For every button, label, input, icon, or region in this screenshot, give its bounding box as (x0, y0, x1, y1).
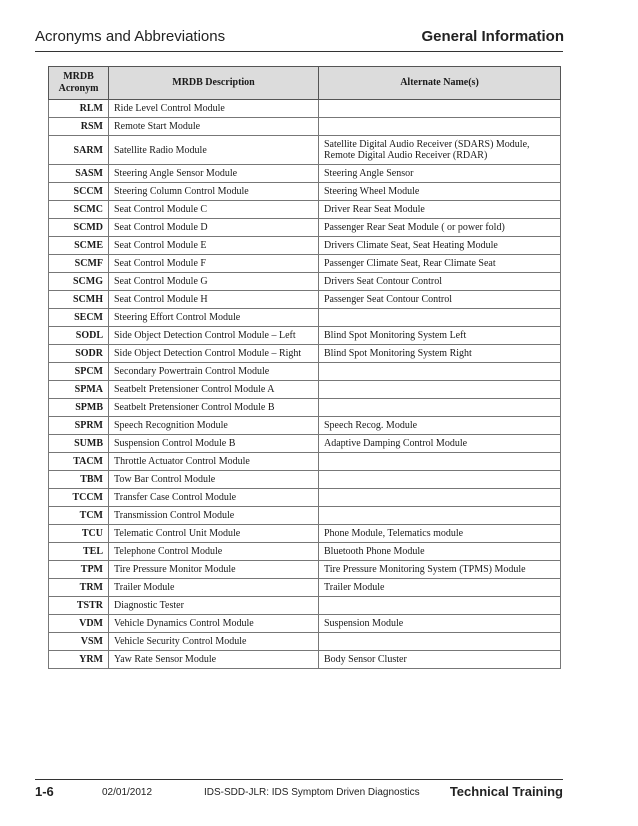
header-acronym: MRDB Acronym (49, 67, 109, 100)
cell-acronym: SPMB (49, 399, 109, 417)
cell-acronym: SECM (49, 309, 109, 327)
table-row (49, 651, 561, 669)
cell-description: Side Object Detection Control Module – Left (109, 327, 319, 345)
header-description: MRDB Description (109, 67, 319, 100)
cell-alternate: Tire Pressure Monitoring System (TPMS) Module (319, 561, 561, 579)
cell-description: Steering Angle Sensor Module (109, 165, 319, 183)
cell-description: Transfer Case Control Module (109, 489, 319, 507)
table-row (49, 417, 561, 435)
cell-alternate: Drivers Seat Contour Control (319, 273, 561, 291)
cell-acronym: TSTR (49, 597, 109, 615)
cell-acronym: SCMH (49, 291, 109, 309)
cell-acronym: VDM (49, 615, 109, 633)
cell-acronym: TACM (49, 453, 109, 471)
cell-alternate: Blind Spot Monitoring System Left (319, 327, 561, 345)
table-row (49, 633, 561, 651)
cell-description: Suspension Control Module B (109, 435, 319, 453)
cell-description: Seatbelt Pretensioner Control Module B (109, 399, 319, 417)
cell-alternate: Blind Spot Monitoring System Right (319, 345, 561, 363)
cell-description: Trailer Module (109, 579, 319, 597)
footer-brand: Technical Training (449, 784, 563, 799)
header-divider (35, 51, 563, 52)
cell-description: Ride Level Control Module (109, 100, 319, 118)
cell-alternate: Passenger Seat Contour Control (319, 291, 561, 309)
cell-acronym: TCM (49, 507, 109, 525)
table-row (49, 136, 561, 165)
table-row (49, 525, 561, 543)
cell-alternate (319, 507, 561, 525)
cell-acronym: SCMF (49, 255, 109, 273)
cell-alternate: Speech Recog. Module (319, 417, 561, 435)
cell-alternate: Body Sensor Cluster (319, 651, 561, 669)
cell-alternate (319, 597, 561, 615)
cell-acronym: RLM (49, 100, 109, 118)
cell-description: Seat Control Module G (109, 273, 319, 291)
cell-description: Steering Column Control Module (109, 183, 319, 201)
cell-alternate (319, 471, 561, 489)
cell-description: Telephone Control Module (109, 543, 319, 561)
table-row (49, 100, 561, 118)
cell-description: Seat Control Module E (109, 237, 319, 255)
table-row (49, 291, 561, 309)
cell-acronym: SCMD (49, 219, 109, 237)
cell-acronym: VSM (49, 633, 109, 651)
cell-description: Seat Control Module H (109, 291, 319, 309)
cell-acronym: SODL (49, 327, 109, 345)
cell-alternate: Adaptive Damping Control Module (319, 435, 561, 453)
cell-description: Satellite Radio Module (109, 136, 319, 165)
cell-description: Seat Control Module D (109, 219, 319, 237)
cell-alternate: Phone Module, Telematics module (319, 525, 561, 543)
cell-acronym: TCCM (49, 489, 109, 507)
table-body (49, 100, 561, 669)
cell-description: Vehicle Security Control Module (109, 633, 319, 651)
table-row (49, 615, 561, 633)
table-row (49, 255, 561, 273)
footer-document: IDS-SDD-JLR: IDS Symptom Driven Diagnostics (204, 787, 420, 798)
cell-acronym: YRM (49, 651, 109, 669)
page-number: 1-6 (35, 784, 54, 799)
cell-description: Tire Pressure Monitor Module (109, 561, 319, 579)
table-row (49, 118, 561, 136)
cell-description: Speech Recognition Module (109, 417, 319, 435)
table-row (49, 183, 561, 201)
cell-acronym: SODR (49, 345, 109, 363)
cell-alternate (319, 489, 561, 507)
table-row (49, 453, 561, 471)
footer-date: 02/01/2012 (102, 787, 153, 798)
cell-description: Yaw Rate Sensor Module (109, 651, 319, 669)
table-row (49, 345, 561, 363)
table-row (49, 309, 561, 327)
cell-acronym: RSM (49, 118, 109, 136)
table-row (49, 273, 561, 291)
table-row (49, 435, 561, 453)
cell-acronym: SARM (49, 136, 109, 165)
cell-alternate: Satellite Digital Audio Receiver (SDARS) Module, Remote Digital Audio Receiver (RDAR) (319, 136, 561, 165)
section-title: Acronyms and Abbreviations (35, 28, 226, 45)
table-row (49, 579, 561, 597)
table-row (49, 399, 561, 417)
cell-alternate: Passenger Rear Seat Module ( or power fold) (319, 219, 561, 237)
cell-acronym: TBM (49, 471, 109, 489)
table-row (49, 597, 561, 615)
cell-description: Seatbelt Pretensioner Control Module A (109, 381, 319, 399)
chapter-title: General Information (421, 28, 564, 45)
cell-acronym: TCU (49, 525, 109, 543)
cell-acronym: SCMG (49, 273, 109, 291)
cell-description: Telematic Control Unit Module (109, 525, 319, 543)
cell-description: Transmission Control Module (109, 507, 319, 525)
cell-description: Side Object Detection Control Module – Right (109, 345, 319, 363)
cell-acronym: SPRM (49, 417, 109, 435)
cell-description: Steering Effort Control Module (109, 309, 319, 327)
cell-alternate (319, 100, 561, 118)
table-row (49, 507, 561, 525)
table-row (49, 471, 561, 489)
cell-acronym: SPCM (49, 363, 109, 381)
table-row (49, 327, 561, 345)
cell-acronym: SASM (49, 165, 109, 183)
cell-description: Throttle Actuator Control Module (109, 453, 319, 471)
table-row (49, 561, 561, 579)
cell-alternate (319, 381, 561, 399)
cell-description: Seat Control Module F (109, 255, 319, 273)
cell-description: Vehicle Dynamics Control Module (109, 615, 319, 633)
cell-acronym: SCMC (49, 201, 109, 219)
cell-alternate (319, 633, 561, 651)
cell-alternate: Passenger Climate Seat, Rear Climate Seat (319, 255, 561, 273)
cell-acronym: TEL (49, 543, 109, 561)
cell-alternate (319, 363, 561, 381)
acronym-table (48, 66, 561, 669)
cell-description: Seat Control Module C (109, 201, 319, 219)
header-alternate: Alternate Name(s) (319, 67, 561, 100)
cell-acronym: SPMA (49, 381, 109, 399)
table-row (49, 489, 561, 507)
cell-description: Diagnostic Tester (109, 597, 319, 615)
table-row (49, 381, 561, 399)
table-row (49, 237, 561, 255)
cell-alternate: Steering Wheel Module (319, 183, 561, 201)
cell-alternate: Drivers Climate Seat, Seat Heating Module (319, 237, 561, 255)
cell-description: Tow Bar Control Module (109, 471, 319, 489)
cell-acronym: TPM (49, 561, 109, 579)
cell-alternate: Suspension Module (319, 615, 561, 633)
cell-alternate (319, 118, 561, 136)
cell-alternate (319, 399, 561, 417)
cell-alternate: Trailer Module (319, 579, 561, 597)
table-row (49, 165, 561, 183)
cell-acronym: SCME (49, 237, 109, 255)
cell-acronym: SCCM (49, 183, 109, 201)
cell-description: Remote Start Module (109, 118, 319, 136)
cell-acronym: TRM (49, 579, 109, 597)
table-row (49, 543, 561, 561)
cell-alternate: Steering Angle Sensor (319, 165, 561, 183)
footer-divider (35, 779, 563, 780)
table-row (49, 219, 561, 237)
cell-alternate (319, 453, 561, 471)
cell-alternate: Driver Rear Seat Module (319, 201, 561, 219)
cell-alternate: Bluetooth Phone Module (319, 543, 561, 561)
cell-description: Secondary Powertrain Control Module (109, 363, 319, 381)
table-header-row (49, 67, 561, 100)
table-row (49, 363, 561, 381)
cell-acronym: SUMB (49, 435, 109, 453)
table-row (49, 201, 561, 219)
cell-alternate (319, 309, 561, 327)
